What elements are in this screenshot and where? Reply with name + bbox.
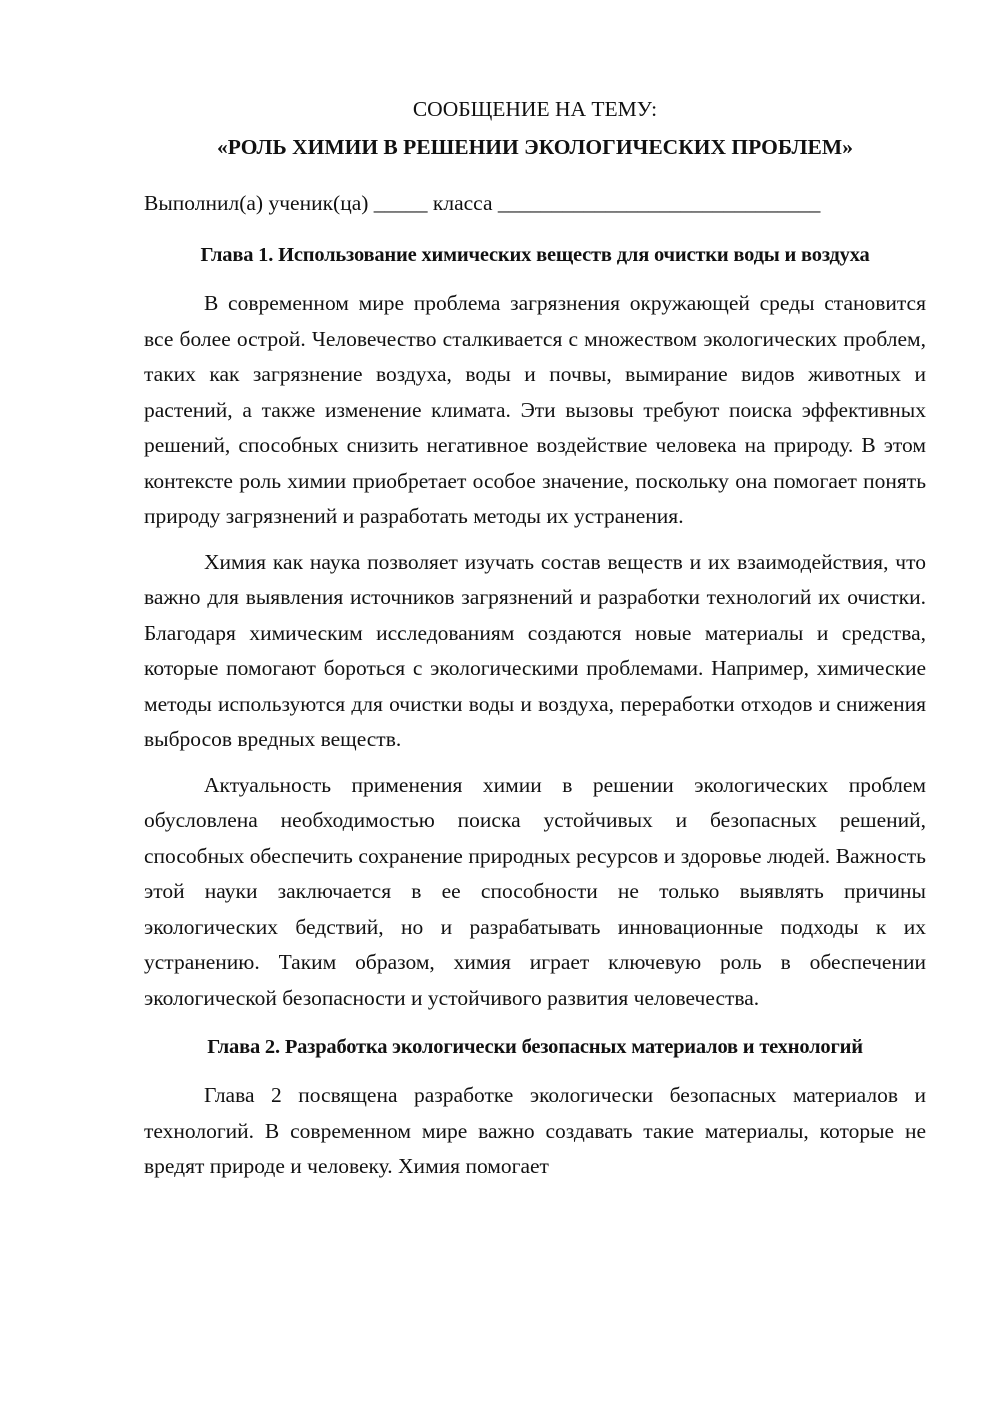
chapter-1-paragraph-2: Химия как наука позволяет изучать состав веществ и их взаимодействия, что важно для выявления источников загрязнений и разработки технологий их очистки. Благодаря химическим исследованиям создаются новые материалы и средства, которые помогают бороться с экологическими проблемами. Например, химические методы используются для очистки воды и воздуха, переработки отходов и снижения выбросов вредных веществ. <box>144 549 926 751</box>
chapter-2-heading: Глава 2. Разработка экологически безопасных материалов и технологий <box>207 1036 863 1058</box>
chapter-1-paragraph-1: В современном мире проблема загрязнения окружающей среды становится все более острой. Человечество сталкивается с множеством экологических проблем, таких как загрязнение воздуха, воды и почвы, вымирание видов животных и растений, а также изменение климата. Эти вызовы требуют поиска эффективных решений, способных снизить негативное воздействие человека на природу. В этом контексте роль химии приобретает особое значение, поскольку она помогает понять природу загрязнений и разработать методы их устранения. <box>144 291 926 528</box>
document-page <box>144 92 926 1195</box>
chapter-1-paragraph-3: Актуальность применения химии в решении экологических проблем обусловлена необходимостью поиска устойчивых и безопасных решений, способных обеспечить сохранение природных ресурсов и здоровье людей. Важность этой науки заключается в ее способности не только выявлять причины экологических бедствий, но и разрабатывать инновационные подходы к их устранению. Таким образом, химия играет ключевую роль в обеспечении экологической безопасности и устойчивого развития человечества. <box>144 772 926 1010</box>
document-title-line2: «РОЛЬ ХИМИИ В РЕШЕНИИ ЭКОЛОГИЧЕСКИХ ПРОБЛЕМ» <box>217 135 853 159</box>
chapter-2-paragraph-1: Глава 2 посвящена разработке экологически безопасных материалов и технологий. В современном мире важно создавать такие материалы, которые не вредят природе и человеку. Химия помогает <box>144 1083 926 1178</box>
author-line: Выполнил(а) ученик(ца) _____ класса ______________________________ <box>144 191 821 215</box>
document-title-line1: СООБЩЕНИЕ НА ТЕМУ: <box>412 97 658 121</box>
chapter-1-heading: Глава 1. Использование химических веществ для очистки воды и воздуха <box>200 244 870 266</box>
